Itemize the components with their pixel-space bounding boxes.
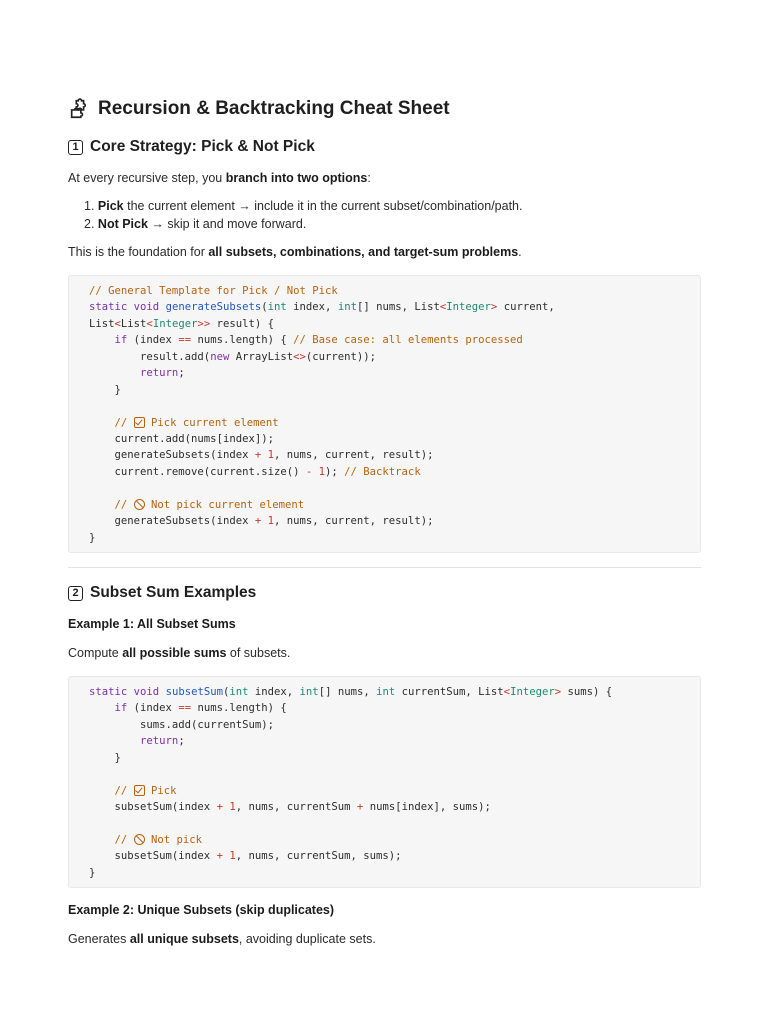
code-line: // Not pick — [114, 833, 203, 846]
code-block-subset-sum — [68, 676, 701, 888]
code-block-template — [68, 275, 701, 553]
code-line: if (index == nums.length) { // Base case: all elements processed — [114, 334, 523, 347]
code-line: List<List<Integer>> result) { — [89, 317, 275, 330]
code-line: static void generateSubsets(int index, int[] nums, List<Integer> current, — [89, 301, 555, 314]
intro-paragraph: At every recursive step, you branch into two options: — [68, 171, 371, 185]
code-line: static void subsetSum(int index, int[] nums, int currentSum, List<Integer> sums) { — [89, 686, 613, 698]
puzzle-icon — [68, 98, 90, 120]
section-heading-text: Subset Sum Examples — [90, 584, 257, 601]
code-line — [89, 766, 700, 782]
code-line: subsetSum(index + 1, nums, currentSum + nums[index], sums); — [114, 801, 491, 814]
code-line: } — [89, 531, 96, 544]
code-line: sums.add(currentSum); — [140, 718, 274, 731]
code-line: // Pick current element — [114, 416, 279, 429]
options-list — [84, 197, 522, 233]
no-entry-icon — [134, 499, 145, 510]
code-line: current.add(nums[index]); — [114, 432, 274, 445]
code-line: subsetSum(index + 1, nums, currentSum, sums); — [114, 850, 402, 863]
foundation-paragraph: This is the foundation for all subsets, combinations, and target-sum problems. — [68, 245, 522, 259]
code-line: if (index == nums.length) { — [114, 702, 287, 715]
example-2-title: Example 2: Unique Subsets (skip duplicates) — [68, 903, 335, 917]
code-line: // Pick — [114, 784, 177, 797]
code-line: } — [89, 866, 96, 879]
list-item: 1. Pick the current element → include it in the current subset/combination/path. — [84, 199, 523, 213]
example-1-title: Example 1: All Subset Sums — [68, 617, 236, 631]
code-line — [89, 816, 700, 832]
number-2-icon: 2 — [68, 586, 83, 601]
example-1-description: Compute all possible sums of subsets. — [68, 646, 291, 660]
number-1-icon: 1 — [68, 140, 83, 155]
code-line: generateSubsets(index + 1, nums, current, result); — [114, 449, 434, 462]
check-box-icon — [134, 785, 145, 796]
code-line: } — [114, 751, 121, 764]
code-line: current.remove(current.size() - 1); // Backtrack — [114, 465, 421, 478]
no-entry-icon — [134, 834, 145, 845]
code-line — [89, 398, 700, 414]
code-line — [89, 480, 700, 496]
example-2-description: Generates all unique subsets, avoiding duplicate sets. — [68, 932, 376, 946]
page-title-text: Recursion & Backtracking Cheat Sheet — [98, 98, 450, 119]
list-item: 2. Not Pick → skip it and move forward. — [84, 217, 307, 231]
check-box-icon — [134, 417, 145, 428]
code-line: return; — [140, 367, 185, 380]
code-line: generateSubsets(index + 1, nums, current, result); — [114, 515, 434, 528]
page-title — [68, 98, 450, 120]
code-line: result.add(new ArrayList<>(current)); — [140, 350, 377, 363]
code-line: return; — [140, 735, 185, 748]
section-heading-text: Core Strategy: Pick & Not Pick — [90, 138, 315, 155]
section-heading-core-strategy — [68, 138, 315, 156]
section-heading-subset-sum — [68, 584, 256, 602]
code-line: // General Template for Pick / Not Pick — [89, 285, 338, 297]
code-line: } — [114, 383, 121, 396]
code-line: // Not pick current element — [114, 498, 305, 511]
section-divider — [68, 567, 701, 568]
